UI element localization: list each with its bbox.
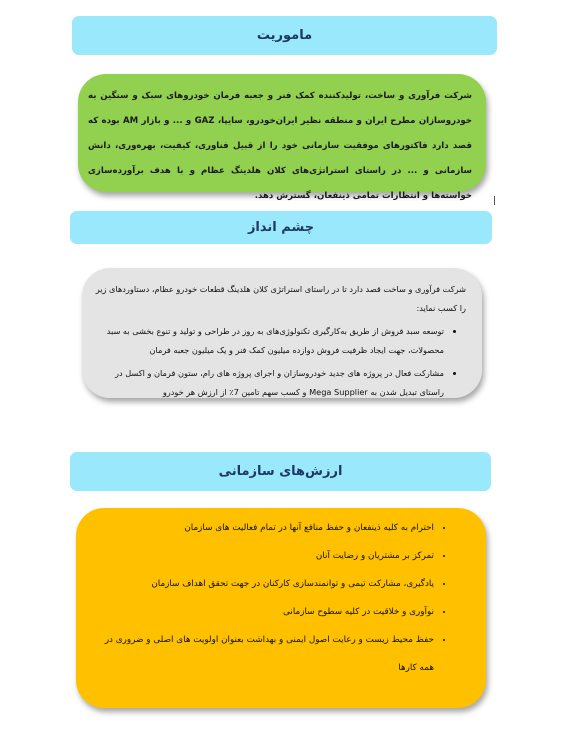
- mission-heading: [72, 16, 497, 55]
- values-box: [76, 508, 486, 708]
- text-cursor: [494, 196, 495, 205]
- values-item: • حفظ محیط زیست و رعایت اصول ایمنی و بهداشت بعنوان اولویت های اصلی و ضروری در همه کارها: [88, 626, 434, 682]
- values-item: • نوآوری و خلاقیت در کلیه سطوح سازمانی: [88, 598, 434, 626]
- vision-heading: [70, 211, 492, 244]
- values-item: • یادگیری، مشارکت تیمی و توانمندسازی کارکنان در جهت تحقق اهداف سازمان: [88, 570, 434, 598]
- values-list: [88, 514, 464, 682]
- mission-text: شرکت فرآوری و ساخت، تولیدکننده کمک فنر و جعبه فرمان خودروهای سبک و سنگین به خودروسازان مطرح ایران و منطقه نظیر ایران‌خودرو، سایپا، GAZ و ... و بازار AM بوده که قصد دارد فاکتورهای موفقیت سازمانی خود را از قبیل فناوری، کیفیت، بهره‌وری، دانش سازمانی و ... در راستای استراتژی‌های کلان هلدینگ عظام و با هدف برآورده‌سازی خواسته‌ها و انتظارات تمامی ذینفعان، گسترش دهد.: [88, 91, 473, 201]
- values-title: ارزش‌های سازمانی: [218, 464, 343, 479]
- values-item: • تمرکز بر مشتریان و رضایت آنان: [88, 542, 434, 570]
- vision-box: [82, 268, 482, 398]
- vision-title: چشم انداز: [247, 220, 315, 235]
- mission-title: ماموریت: [256, 28, 313, 43]
- vision-item: • مشارکت فعال در پروژه های جدید خودروسازان و اجرای پروژه های رام، ستون فرمان و اکسل در راستای تبدیل شدن به Mega Supplier و کسب سهم تامین 7٪ از ارزش هر خودرو: [94, 364, 444, 402]
- values-item: • احترام به کلیه ذینفعان و حفظ منافع آنها در تمام فعالیت های سازمان: [88, 514, 434, 542]
- vision-list: [94, 322, 466, 402]
- vision-intro: شرکت فرآوری و ساخت قصد دارد تا در راستای استراتژی کلان هلدینگ قطعات خودرو عظام، دستاوردهای زیر را کسب نماید:: [95, 284, 466, 313]
- values-heading: [70, 452, 491, 491]
- mission-box: [78, 74, 486, 201]
- vision-item: • توسعه سبد فروش از طریق به‌کارگیری تکنولوژی‌های به روز در طراحی و تولید و تنوع بخشی به سبد محصولات، جهت ایجاد ظرفیت فروش دوازده میلیون کمک فنر و یک میلیون جعبه فرمان: [94, 322, 444, 360]
